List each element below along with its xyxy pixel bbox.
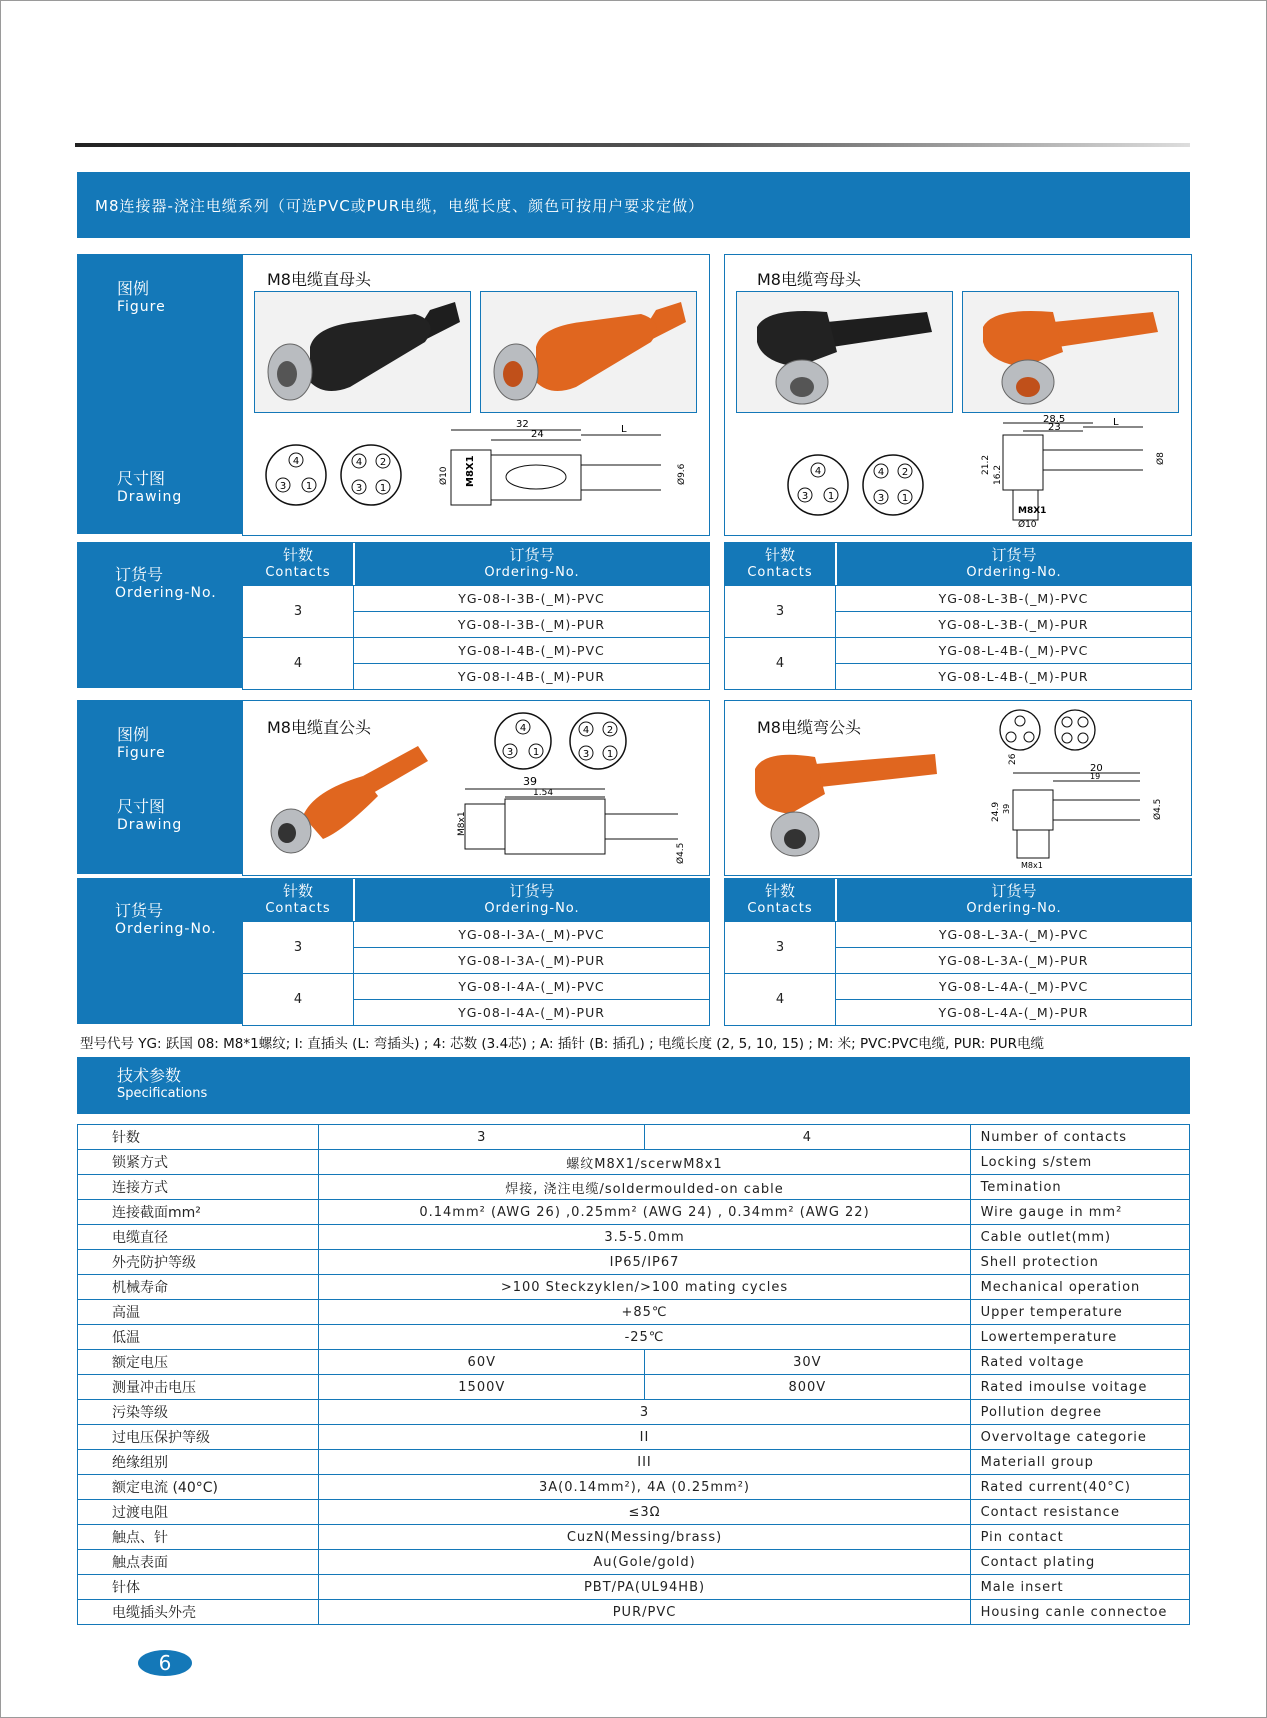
socket-face [790,377,814,397]
spec-label-cn: 过电压保护等级 [78,1425,319,1450]
svg-text:3: 3 [279,481,287,492]
spec-value: >100 Steckzyklen/>100 mating cycles [319,1275,970,1300]
overmold-orange [303,776,378,839]
panel-angled-male [724,700,1192,876]
order-row: YG-08-I-4B-(_M)-PUR [354,663,709,688]
order-row: YG-08-L-3A-(_M)-PVC [836,921,1191,946]
contacts-3: 3 [725,921,835,973]
overmold-black [757,311,837,367]
col-contacts: 针数 Contacts [725,879,835,921]
svg-text:3: 3 [877,493,885,504]
svg-text:1: 1 [606,749,614,760]
spec-value: 螺纹M8X1/scerwM8x1 [319,1150,970,1175]
spec-row [78,1375,1190,1400]
svg-text:23: 23 [1048,422,1061,433]
svg-text:2: 2 [606,725,614,736]
pin-diagram-3pin [495,713,551,769]
spec-label-cn: 连接方式 [78,1175,319,1200]
order-row: YG-08-L-3A-(_M)-PUR [836,947,1191,972]
pin-diagram-3pin [266,445,326,505]
spec-row [78,1275,1190,1300]
spec-row [78,1225,1190,1250]
svg-text:M8x1: M8x1 [1021,861,1043,870]
spec-value: 30V [645,1350,970,1375]
svg-text:2: 2 [901,467,909,478]
spec-table [77,1124,1190,1625]
svg-text:39: 39 [1002,803,1011,814]
spec-row [78,1300,1190,1325]
order-row: YG-08-I-3A-(_M)-PUR [354,947,709,972]
col-ordering-no: 订货号 Ordering-No. [837,543,1191,585]
spec-value: II [319,1425,970,1450]
cable-orange [1053,312,1158,347]
spec-value: 60V [319,1350,645,1375]
top-rule [75,143,1190,147]
svg-text:4: 4 [519,723,527,734]
spec-row [78,1250,1190,1275]
spec-value: +85℃ [319,1300,970,1325]
spec-label-en: Overvoltage categorie [970,1425,1189,1450]
spec-value: III [319,1450,970,1475]
spec-label-cn: 触点表面 [78,1550,319,1575]
ordering-table-angled-female [724,542,1192,690]
figure-label: 图例 Figure [117,279,166,315]
spec-value: ≤3Ω [319,1500,970,1525]
pin-diagram-3pin [1000,710,1040,750]
spec-label-en: Shell protection [970,1250,1189,1275]
spec-label-cn: 触点、针 [78,1525,319,1550]
panel-straight-male [242,700,710,876]
spec-label-cn: 污染等级 [78,1400,319,1425]
spec-label-en: Locking s/stem [970,1150,1189,1175]
svg-text:1: 1 [379,483,387,494]
spec-label-cn: 电缆直径 [78,1225,319,1250]
photo-orange-straight-female [480,291,697,413]
contacts-3: 3 [243,921,353,973]
spec-value: 1500V [319,1375,645,1400]
ordering-table-straight-female [242,542,710,690]
svg-text:4: 4 [582,725,590,736]
svg-text:21.2: 21.2 [981,454,991,475]
spec-label-en: Rated imoulse voitage [970,1375,1189,1400]
order-row: YG-08-I-4B-(_M)-PVC [354,637,709,662]
spec-label-en: Wire gauge in mm² [970,1200,1189,1225]
title-banner [77,172,1190,238]
spec-title: 技术参数 Specifications [117,1066,208,1101]
svg-text:16.2: 16.2 [993,464,1003,485]
order-row: YG-08-I-3A-(_M)-PVC [354,921,709,946]
spec-row [78,1450,1190,1475]
svg-text:3: 3 [506,747,514,758]
svg-text:M8X1: M8X1 [1018,506,1047,516]
svg-text:Ø10: Ø10 [439,466,449,485]
spec-value: 3 [319,1400,970,1425]
spec-value: Au(Gole/gold) [319,1550,970,1575]
contacts-4: 4 [725,637,835,689]
cable-orange [815,754,937,787]
spec-label-cn: 高温 [78,1300,319,1325]
svg-text:4: 4 [355,457,363,468]
photo-black-straight-female [254,291,471,413]
spec-label-en: Cable outlet(mm) [970,1225,1189,1250]
spec-value: 0.14mm² (AWG 26) ,0.25mm² (AWG 24) , 0.34mm² (AWG 22) [319,1200,970,1225]
svg-text:32: 32 [516,419,529,430]
figure-label: 图例 Figure [117,725,166,761]
drawing-label: 尺寸图 Drawing [117,797,183,833]
spec-row [78,1500,1190,1525]
spec-row [78,1425,1190,1450]
spec-label-cn: 外壳防护等级 [78,1250,319,1275]
ordering-label: 订货号 Ordering-No. [115,901,217,937]
svg-text:Ø4.5: Ø4.5 [1153,798,1163,820]
drawing-angled-male [965,705,1187,871]
spec-label-en: Male insert [970,1575,1189,1600]
spec-value: CuzN(Messing/brass) [319,1525,970,1550]
svg-text:1.54: 1.54 [533,788,554,798]
spec-row [78,1200,1190,1225]
sidebar-ordering-1 [77,542,242,688]
page-number: 6 [138,1650,192,1676]
spec-label-cn: 针数 [78,1125,319,1150]
col-contacts: 针数 Contacts [243,543,353,585]
spec-row [78,1575,1190,1600]
dimension-drawing [451,430,661,505]
panel-title: M8电缆弯公头 [757,718,861,737]
contacts-3: 3 [725,585,835,637]
drawing-label: 尺寸图 Drawing [117,469,183,505]
spec-value: 3 [319,1125,645,1150]
svg-text:4: 4 [292,456,300,467]
spec-value: IP65/IP67 [319,1250,970,1275]
sidebar-figure-drawing-2 [77,700,242,874]
svg-text:3: 3 [801,491,809,502]
spec-label-cn: 低温 [78,1325,319,1350]
spec-row [78,1150,1190,1175]
svg-text:1: 1 [901,493,909,504]
drawing-straight-male [443,709,705,871]
spec-label-cn: 针体 [78,1575,319,1600]
contacts-4: 4 [243,973,353,1025]
svg-text:26: 26 [1008,753,1018,765]
svg-text:4: 4 [814,466,822,477]
contacts-3: 3 [243,585,353,637]
spec-row [78,1350,1190,1375]
col-contacts: 针数 Contacts [725,543,835,585]
pin-face [784,829,806,849]
spec-row [78,1175,1190,1200]
spec-label-en: Number of contacts [970,1125,1189,1150]
page-title: M8连接器-浇注电缆系列（可选PVC或PUR电缆，电缆长度、颜色可按用户要求定做） [95,196,705,215]
spec-label-en: Housing canle connectoe [970,1600,1189,1625]
spec-label-cn: 过渡电阻 [78,1500,319,1525]
spec-label-cn: 锁紧方式 [78,1150,319,1175]
spec-label-cn: 测量冲击电压 [78,1375,319,1400]
spec-value: -25℃ [319,1325,970,1350]
svg-text:3: 3 [582,749,590,760]
spec-value: 4 [645,1125,970,1150]
spec-label-cn: 电缆插头外壳 [78,1600,319,1625]
svg-text:M8X1: M8X1 [465,455,476,487]
spec-banner [77,1057,1190,1114]
spec-row [78,1400,1190,1425]
svg-text:24.9: 24.9 [991,801,1001,822]
spec-label-en: Contact resistance [970,1500,1189,1525]
overmold-orange [536,314,657,391]
sidebar-figure-drawing-1 [77,254,242,534]
svg-text:20: 20 [1090,763,1103,774]
spec-row [78,1525,1190,1550]
cable-black [827,312,932,347]
spec-label-cn: 额定电流 (40°C) [78,1475,319,1500]
order-row: YG-08-L-4A-(_M)-PVC [836,973,1191,998]
pin-diagram-3pin [788,455,848,515]
order-row: YG-08-L-3B-(_M)-PUR [836,611,1191,636]
panel-title: M8电缆直公头 [267,718,371,737]
svg-text:1: 1 [532,747,540,758]
svg-text:L: L [1113,417,1119,428]
spec-label-en: Materiall group [970,1450,1189,1475]
ordering-table-straight-male [242,878,710,1026]
ordering-table-angled-male [724,878,1192,1026]
col-ordering-no: 订货号 Ordering-No. [355,543,709,585]
spec-label-cn: 绝缘组别 [78,1450,319,1475]
dimension-drawing [1013,773,1140,858]
spec-label-en: Pollution degree [970,1400,1189,1425]
svg-text:19: 19 [1090,772,1101,781]
svg-text:1: 1 [827,491,835,502]
order-row: YG-08-I-4A-(_M)-PVC [354,973,709,998]
contacts-4: 4 [725,973,835,1025]
svg-text:39: 39 [523,775,537,788]
model-code-note: 型号代号 YG: 跃国 08: M8*1螺纹; I: 直插头 (L: 弯插头) ; 4: 芯数 (3.4芯) ; A: 插针 (B: 插孔) ; 电缆长度 (2, 5, 10, 15) ; M: 米; PVC:PVC电缆, PUR: PUR电缆 [80,1036,1044,1052]
overmold-orange [755,755,825,814]
order-row: YG-08-I-3B-(_M)-PUR [354,611,709,636]
spec-value: PBT/PA(UL94HB) [319,1575,970,1600]
spec-label-en: Temination [970,1175,1189,1200]
spec-label-cn: 额定电压 [78,1350,319,1375]
spec-row [78,1475,1190,1500]
socket-face [277,361,297,387]
spec-label-en: Lowertemperature [970,1325,1189,1350]
spec-value: 800V [645,1375,970,1400]
svg-text:28.5: 28.5 [1043,415,1066,425]
spec-value: PUR/PVC [319,1600,970,1625]
contacts-4: 4 [243,637,353,689]
spec-label-en: Rated current(40°C) [970,1475,1189,1500]
spec-label-en: Mechanical operation [970,1275,1189,1300]
pin-face [278,823,296,843]
col-ordering-no: 订货号 Ordering-No. [837,879,1191,921]
socket-face [503,361,523,387]
order-row: YG-08-L-3B-(_M)-PVC [836,585,1191,610]
photo-orange-angled-female [962,291,1179,413]
svg-text:Ø10: Ø10 [1018,520,1037,530]
panel-angled-female [724,254,1192,536]
panel-title: M8电缆直母头 [267,270,371,289]
spec-row [78,1600,1190,1625]
col-contacts: 针数 Contacts [243,879,353,921]
order-row: YG-08-I-3B-(_M)-PVC [354,585,709,610]
order-row: YG-08-L-4B-(_M)-PUR [836,663,1191,688]
photo-orange-straight-male [253,731,453,871]
col-ordering-no: 订货号 Ordering-No. [355,879,709,921]
pin-diagram-4pin [863,455,923,515]
pin-diagram-4pin [341,445,401,505]
spec-row [78,1125,1190,1150]
order-row: YG-08-L-4B-(_M)-PVC [836,637,1191,662]
svg-text:Ø4.5: Ø4.5 [676,842,686,864]
cable-orange [363,746,428,793]
dimension-drawing [465,789,678,854]
svg-text:24: 24 [531,429,544,440]
pin-diagram-4pin [1055,710,1095,750]
overmold-black [310,314,431,391]
spec-row [78,1550,1190,1575]
spec-label-cn: 机械寿命 [78,1275,319,1300]
spec-label-cn: 连接截面mm² [78,1200,319,1225]
order-row: YG-08-L-4A-(_M)-PUR [836,999,1191,1024]
sidebar-ordering-2 [77,878,242,1024]
svg-text:Ø9.6: Ø9.6 [677,463,687,485]
spec-label-en: Upper temperature [970,1300,1189,1325]
spec-label-en: Pin contact [970,1525,1189,1550]
spec-row [78,1325,1190,1350]
svg-text:L: L [621,424,627,435]
svg-text:2: 2 [379,457,387,468]
panel-straight-female [242,254,710,536]
order-row: YG-08-I-4A-(_M)-PUR [354,999,709,1024]
spec-value: 3A(0.14mm²), 4A (0.25mm²) [319,1475,970,1500]
spec-label-en: Rated voltage [970,1350,1189,1375]
svg-text:Ø8: Ø8 [1156,452,1166,465]
photo-black-angled-female [736,291,953,413]
spec-label-en: Contact plating [970,1550,1189,1575]
drawing-straight-female [251,415,701,530]
spec-value: 3.5-5.0mm [319,1225,970,1250]
svg-text:3: 3 [355,483,363,494]
svg-text:M8x1: M8x1 [457,811,467,836]
spec-value: 焊接, 浇注电缆/soldermoulded-on cable [319,1175,970,1200]
panel-title: M8电缆弯母头 [757,270,861,289]
svg-text:1: 1 [305,481,313,492]
ordering-label: 订货号 Ordering-No. [115,565,217,601]
drawing-angled-female [773,415,1183,530]
socket-face [1016,377,1040,397]
photo-orange-angled-male [745,739,955,869]
svg-text:4: 4 [877,467,885,478]
overmold-orange [983,311,1063,367]
pin-diagram-4pin [570,713,626,769]
